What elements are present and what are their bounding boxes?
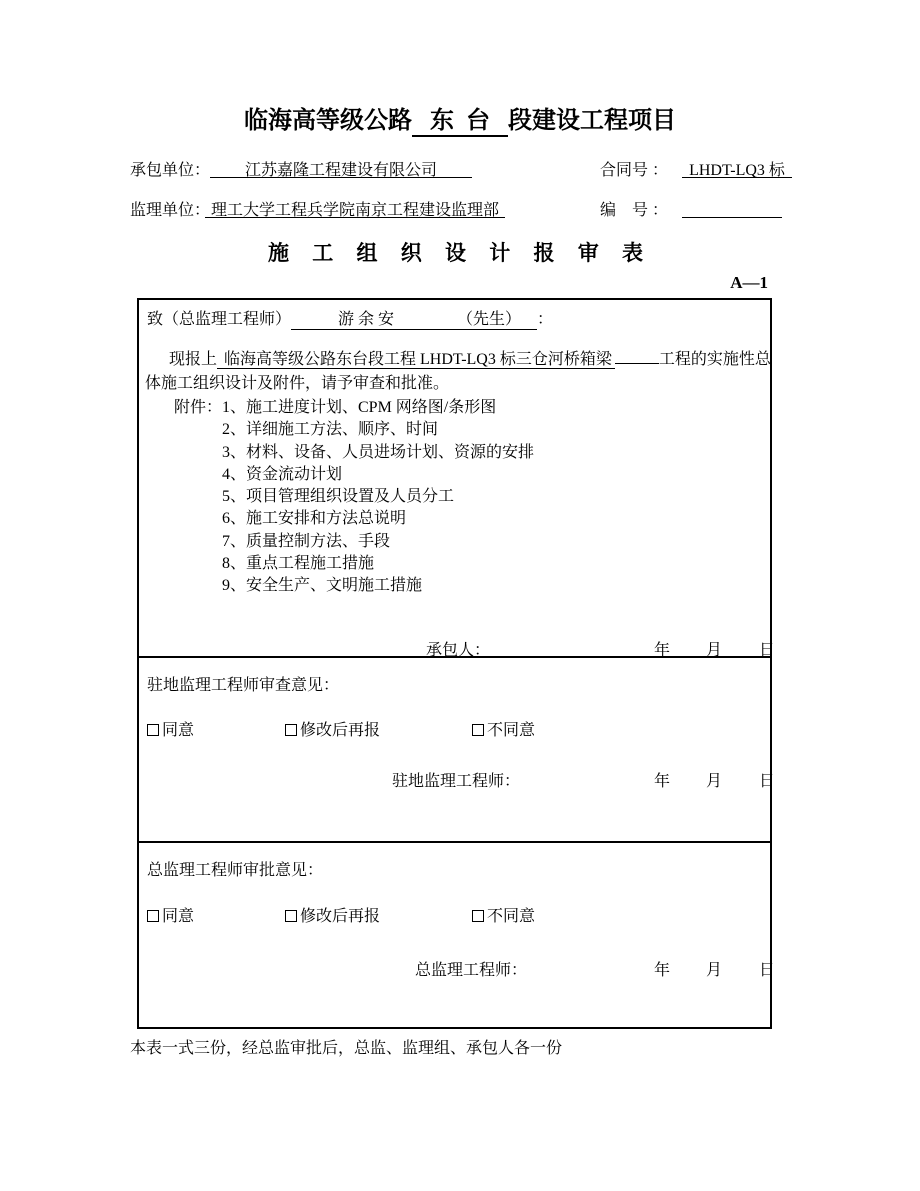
main-form-box [137, 298, 776, 1029]
to-prefix: 致（总监理工程师） [147, 311, 292, 328]
footer-note: 本表一式三份，经总监审批后，总监、监理组、承包人各一份 [130, 1040, 563, 1057]
doc-title-section-field: 东 台 [412, 100, 508, 137]
attachment-item: 5、项目管理组织设置及人员分工 [222, 488, 455, 506]
doc-title [0, 100, 920, 137]
attachments-list [174, 397, 534, 598]
review-heading: 驻地监理工程师审查意见： [147, 677, 340, 694]
resident-engineer-sign-label: 驻地监理工程师： [392, 773, 521, 790]
to-honorific-field: （先生） [441, 306, 537, 330]
review-options-row [139, 717, 770, 739]
month-label: 月 [706, 642, 723, 659]
contract-no-value-field[interactable]: LHDT-LQ3 标 [682, 157, 792, 178]
doc-title-suffix: 段建设工程项目 [508, 108, 676, 134]
submission-paragraph-line2: 体施工组织设计及附件，请予审查和批准。 [145, 375, 450, 392]
checkbox-disagree[interactable] [472, 717, 535, 740]
submission-paragraph-line1 [169, 344, 771, 369]
option-label-agree: 同意 [162, 908, 195, 925]
section-chief-engineer-approval [139, 843, 776, 1025]
supervisor-unit-value-field[interactable]: 理工大学工程兵学院南京工程建设监理部 [205, 197, 505, 218]
header-row-contractor [130, 157, 792, 181]
option-label-agree: 同意 [162, 722, 195, 739]
year-label: 年 [654, 642, 671, 659]
checkbox-agree[interactable] [147, 903, 194, 926]
para-prefix: 现报上 [169, 351, 218, 368]
form-code-badge: A—1 [730, 273, 768, 292]
attachment-row [174, 397, 534, 419]
checkbox-revise-resubmit[interactable] [285, 903, 380, 926]
attachment-item: 1、施工进度计划、CPM 网络图/条形图 [222, 399, 497, 416]
day-label: 日 [759, 962, 776, 979]
month-label: 月 [706, 962, 723, 979]
chief-engineer-sign-row [139, 957, 776, 979]
section-resident-engineer-review [139, 658, 776, 843]
checkbox-icon [147, 724, 159, 736]
attachment-item: 8、重点工程施工措施 [222, 555, 375, 573]
para-suffix: 工程的实施性总 [658, 351, 771, 368]
to-name-field[interactable]: 游 余 安 [291, 306, 441, 330]
section-contractor-submission [139, 300, 776, 659]
year-label: 年 [654, 962, 671, 979]
attachment-item: 3、材料、设备、人员进场计划、资源的安排 [222, 443, 535, 461]
checkbox-revise-resubmit[interactable] [285, 717, 380, 740]
checkbox-agree[interactable] [147, 717, 194, 740]
contractor-label: 承包单位： [130, 162, 211, 179]
checkbox-icon [285, 724, 297, 736]
option-label-revise: 修改后再报 [300, 908, 381, 925]
option-label-disagree: 不同意 [487, 722, 536, 739]
supervisor-unit-label: 监理单位： [130, 202, 211, 219]
serial-no-blank-field[interactable] [682, 197, 782, 218]
attachment-item: 6、施工安排和方法总说明 [222, 510, 407, 528]
checkbox-icon [472, 724, 484, 736]
doc-title-prefix: 临海高等级公路 [244, 108, 412, 134]
day-label: 日 [759, 642, 776, 659]
attachment-item: 7、质量控制方法、手段 [222, 532, 391, 550]
project-name-field[interactable]: 临海高等级公路东台段工程 LHDT-LQ3 标三仓河桥箱梁 [217, 351, 615, 369]
approval-options-row [139, 903, 770, 925]
chief-engineer-sign-label: 总监理工程师： [415, 962, 528, 979]
day-label: 日 [759, 773, 776, 790]
approval-heading: 总监理工程师审批意见： [147, 862, 324, 879]
serial-no-label: 编 号 ： [600, 202, 669, 219]
resident-engineer-sign-row [139, 768, 776, 790]
year-label: 年 [654, 773, 671, 790]
checkbox-disagree[interactable] [472, 903, 535, 926]
header-row-supervisor [130, 197, 792, 221]
option-label-revise: 修改后再报 [300, 722, 381, 739]
checkbox-icon [472, 910, 484, 922]
project-name-blank-extension[interactable] [615, 344, 659, 364]
attachment-item: 4、资金流动计划 [222, 465, 343, 483]
checkbox-icon [147, 910, 159, 922]
form-title: 施 工 组 织 设 计 报 审 表 [268, 241, 652, 265]
attachments-label: 附件： [174, 399, 223, 416]
contractor-value-field[interactable]: 江苏嘉隆工程建设有限公司 [210, 157, 472, 178]
option-label-disagree: 不同意 [487, 908, 536, 925]
to-line [147, 306, 553, 330]
attachment-item: 2、详细施工方法、顺序、时间 [222, 421, 439, 439]
contractor-sign-label: 承包人： [426, 642, 491, 659]
to-colon: ： [537, 311, 554, 328]
contractor-sign-row [139, 637, 776, 659]
attachment-item: 9、安全生产、文明施工措施 [222, 577, 423, 595]
contract-no-label: 合同号 ： [600, 162, 669, 179]
checkbox-icon [285, 910, 297, 922]
month-label: 月 [706, 773, 723, 790]
